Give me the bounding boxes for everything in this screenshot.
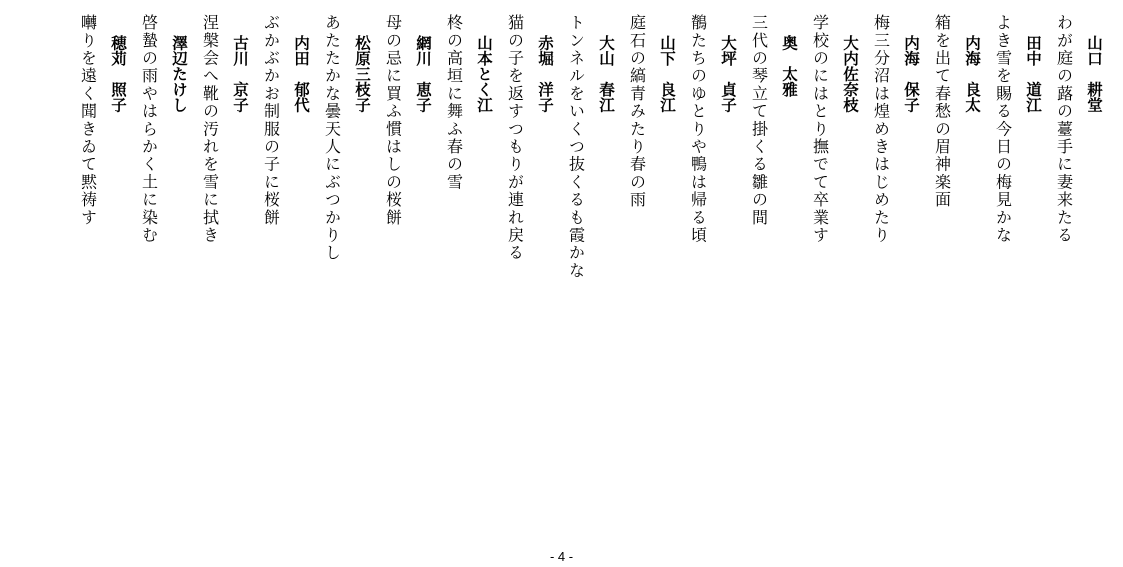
haiku-text: 梅三分沼は煌めきはじめたり	[871, 14, 891, 245]
haiku-text: 囀りを遠く聞きゐて黙祷す	[78, 14, 98, 227]
haiku-column-area	[72, 14, 1109, 514]
haiku-entry	[377, 14, 438, 514]
haiku-text: 庭石の縞青みたり春の雨	[627, 14, 647, 209]
haiku-author: 網川 恵子	[414, 35, 432, 113]
haiku-author: 田中 道江	[1024, 35, 1042, 113]
haiku-entry	[133, 14, 194, 514]
haiku-text: 鶺たちのゆとりや鴨は帰る頃	[688, 14, 708, 245]
haiku-author: 山口 耕堂	[1085, 35, 1103, 113]
haiku-entry	[804, 14, 865, 514]
haiku-entry	[743, 14, 804, 514]
haiku-author: 内海 保子	[902, 35, 920, 113]
haiku-entry	[1048, 14, 1109, 514]
haiku-text: ぶかぶかお制服の子に桜餅	[261, 14, 281, 227]
haiku-entry	[987, 14, 1048, 514]
haiku-entry	[438, 14, 499, 514]
haiku-entry	[865, 14, 926, 514]
page-number: - 4 -	[549, 549, 574, 564]
haiku-entry	[499, 14, 560, 514]
haiku-text: 啓蟄の雨やはらかく土に染む	[139, 14, 159, 245]
haiku-author: 大山 春江	[597, 35, 615, 113]
haiku-author: 澤辺たけし	[170, 35, 188, 113]
haiku-entry	[560, 14, 621, 514]
haiku-text: 柊の高垣に舞ふ春の雪	[444, 14, 464, 191]
haiku-entry	[194, 14, 255, 514]
haiku-entry	[621, 14, 682, 514]
haiku-entry	[72, 14, 133, 514]
haiku-entry	[255, 14, 316, 514]
haiku-text: 箱を出て春愁の眉神楽面	[932, 14, 952, 209]
haiku-entry	[926, 14, 987, 514]
haiku-text: 涅槃会へ靴の汚れを雪に拭き	[200, 14, 220, 245]
haiku-entry	[316, 14, 377, 514]
haiku-text: 猫の子を返すつもりが連れ戻る	[505, 14, 525, 262]
haiku-author: 穂苅 照子	[109, 35, 127, 113]
haiku-text: よき雪を賜る今日の梅見かな	[993, 14, 1013, 245]
haiku-author: 奥 太雅	[780, 35, 798, 97]
haiku-author: 松原三枝子	[353, 35, 371, 113]
haiku-text: わが庭の蕗の薹手に妻来たる	[1054, 14, 1074, 245]
haiku-author: 内海 良太	[963, 35, 981, 113]
haiku-text: 学校のにはとり撫でて卒業す	[810, 14, 830, 245]
haiku-author: 山下 良江	[658, 35, 676, 113]
haiku-author: 大坪 貞子	[719, 35, 737, 113]
haiku-text: トンネルをいくつ抜くるも霞かな	[566, 14, 586, 280]
haiku-entry	[682, 14, 743, 514]
haiku-author: 古川 京子	[231, 35, 249, 113]
haiku-text: あたたかな曇天人にぶつかりし	[322, 14, 342, 262]
haiku-author: 赤堀 洋子	[536, 35, 554, 113]
haiku-author: 大内佐奈枝	[841, 35, 859, 113]
haiku-author: 山本とく江	[475, 35, 493, 113]
haiku-text: 三代の琴立て掛くる雛の間	[749, 14, 769, 227]
haiku-author: 内田 郁代	[292, 35, 310, 113]
haiku-text: 母の忌に買ふ慣はしの桜餅	[383, 14, 403, 227]
